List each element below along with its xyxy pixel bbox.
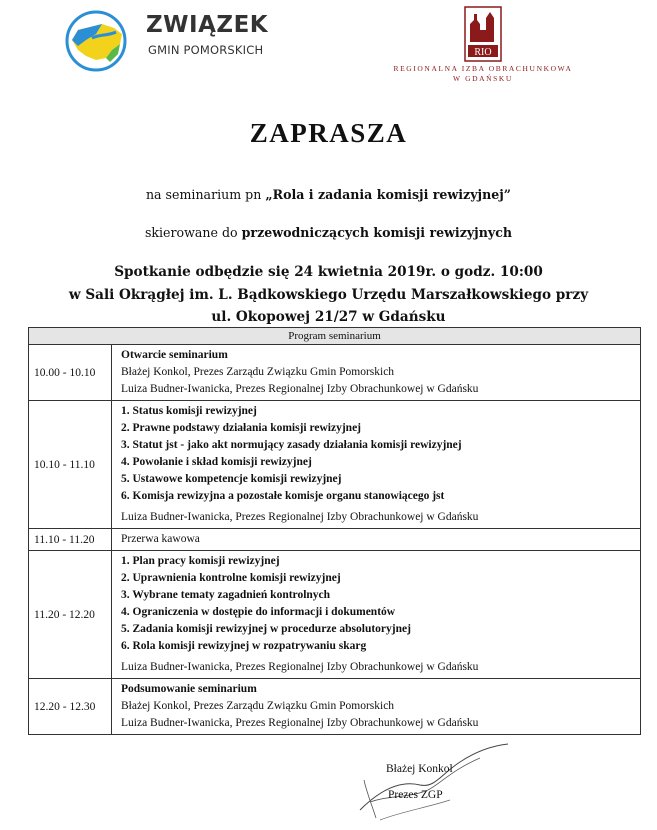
meeting-line-3: ul. Okopowej 21/27 w Gdańsku <box>211 309 446 325</box>
program-item: 4. Ograniczenia w dostępie do informacji i dokumentów <box>121 606 396 618</box>
program-item: 3. Wybrane tematy zagadnień kontrolnych <box>121 589 331 601</box>
program-row <box>29 345 641 401</box>
program-item: 6. Rola komisji rewizyjnej w rozpatrywaniu skarg <box>121 640 367 652</box>
program-description <box>112 401 641 529</box>
program-item: 2. Uprawnienia kontrolne komisji rewizyjnej <box>121 572 341 584</box>
signature-role: Prezes ZGP <box>388 789 443 801</box>
program-speaker: Luiza Budner-Iwanicka, Prezes Regionalnej Izby Obrachunkowej w Gdańsku <box>121 511 479 523</box>
program-time: 11.10 - 11.20 <box>29 529 112 551</box>
program-item: 4. Powołanie i skład komisji rewizyjnej <box>121 456 312 468</box>
program-header: Program seminarium <box>29 328 641 345</box>
signature-name: Błażej Konkol <box>386 763 453 775</box>
program-table <box>28 327 641 735</box>
program-time: 10.10 - 11.10 <box>29 401 112 529</box>
program-description <box>112 551 641 679</box>
program-time: 11.20 - 12.20 <box>29 551 112 679</box>
program-item: 1. Status komisji rewizyjnej <box>121 405 257 417</box>
program-item: 3. Statut jst - jako akt normujący zasady działania komisji rewizyjnej <box>121 439 462 451</box>
rio-logo <box>378 6 588 96</box>
audience-prefix: skierowane do <box>144 225 242 240</box>
zgp-logo-name: ZWIĄZEK <box>146 12 269 38</box>
rio-emblem-icon <box>464 6 502 62</box>
zgp-logo-subtitle: GMIN POMORSKICH <box>148 43 264 57</box>
program-row <box>29 529 641 551</box>
program-speaker: Błażej Konkol, Prezes Zarządu Związku Gmin Pomorskich <box>121 366 395 378</box>
handwritten-signature-icon <box>340 740 520 830</box>
meeting-line-2: w Sali Okrągłej im. L. Bądkowskiego Urzędu Marszałkowskiego przy <box>68 287 589 303</box>
program-row <box>29 401 641 529</box>
program-header-row <box>29 328 641 345</box>
audience: przewodniczących komisji rewizyjnych <box>241 225 513 240</box>
rio-name <box>378 64 588 84</box>
rio-name-line1: REGIONALNA IZBA OBRACHUNKOWA <box>393 64 573 73</box>
program-item: 6. Komisja rewizyjna a pozostałe komisje organu stanowiącego jst <box>121 490 445 502</box>
program-item: 5. Ustawowe kompetencje komisji rewizyjnej <box>121 473 342 485</box>
seminar-prefix: na seminarium pn <box>145 187 266 202</box>
rio-emblem-text: RIO <box>474 47 492 58</box>
program-heading: Podsumowanie seminarium <box>121 683 257 695</box>
program-speaker: Luiza Budner-Iwanicka, Prezes Regionalnej Izby Obrachunkowej w Gdańsku <box>121 717 479 729</box>
program-break: Przerwa kawowa <box>121 533 200 545</box>
program-item: 2. Prawne podstawy działania komisji rewizyjnej <box>121 422 362 434</box>
program-speaker: Luiza Budner-Iwanicka, Prezes Regionalnej Izby Obrachunkowej w Gdańsku <box>121 661 479 673</box>
program-heading: Otwarcie seminarium <box>121 349 228 361</box>
program-row <box>29 679 641 735</box>
zgp-logo <box>62 10 282 72</box>
program-description <box>112 529 641 551</box>
audience-line <box>0 225 657 240</box>
pomorskie-map-logo-icon <box>62 10 140 72</box>
program-time: 10.00 - 10.10 <box>29 345 112 401</box>
seminar-name: „Rola i zadania komisji rewizyjnej” <box>265 187 512 202</box>
program-time: 12.20 - 12.30 <box>29 679 112 735</box>
program-description <box>112 679 641 735</box>
program-item: 1. Plan pracy komisji rewizyjnej <box>121 555 280 567</box>
program-description <box>112 345 641 401</box>
meeting-line-1: Spotkanie odbędzie się 24 kwietnia 2019r. o godz. 10:00 <box>114 264 543 280</box>
signature-block <box>340 740 520 830</box>
program-item: 5. Zadania komisji rewizyjnej w procedurze absolutoryjnej <box>121 623 411 635</box>
seminar-line <box>0 187 657 202</box>
program-speaker: Błażej Konkol, Prezes Zarządu Związku Gmin Pomorskich <box>121 700 395 712</box>
program-row <box>29 551 641 679</box>
program-speaker: Luiza Budner-Iwanicka, Prezes Regionalnej Izby Obrachunkowej w Gdańsku <box>121 383 479 395</box>
page-title: ZAPRASZA <box>249 118 408 148</box>
rio-name-line2: W GDAŃSKU <box>453 74 513 83</box>
